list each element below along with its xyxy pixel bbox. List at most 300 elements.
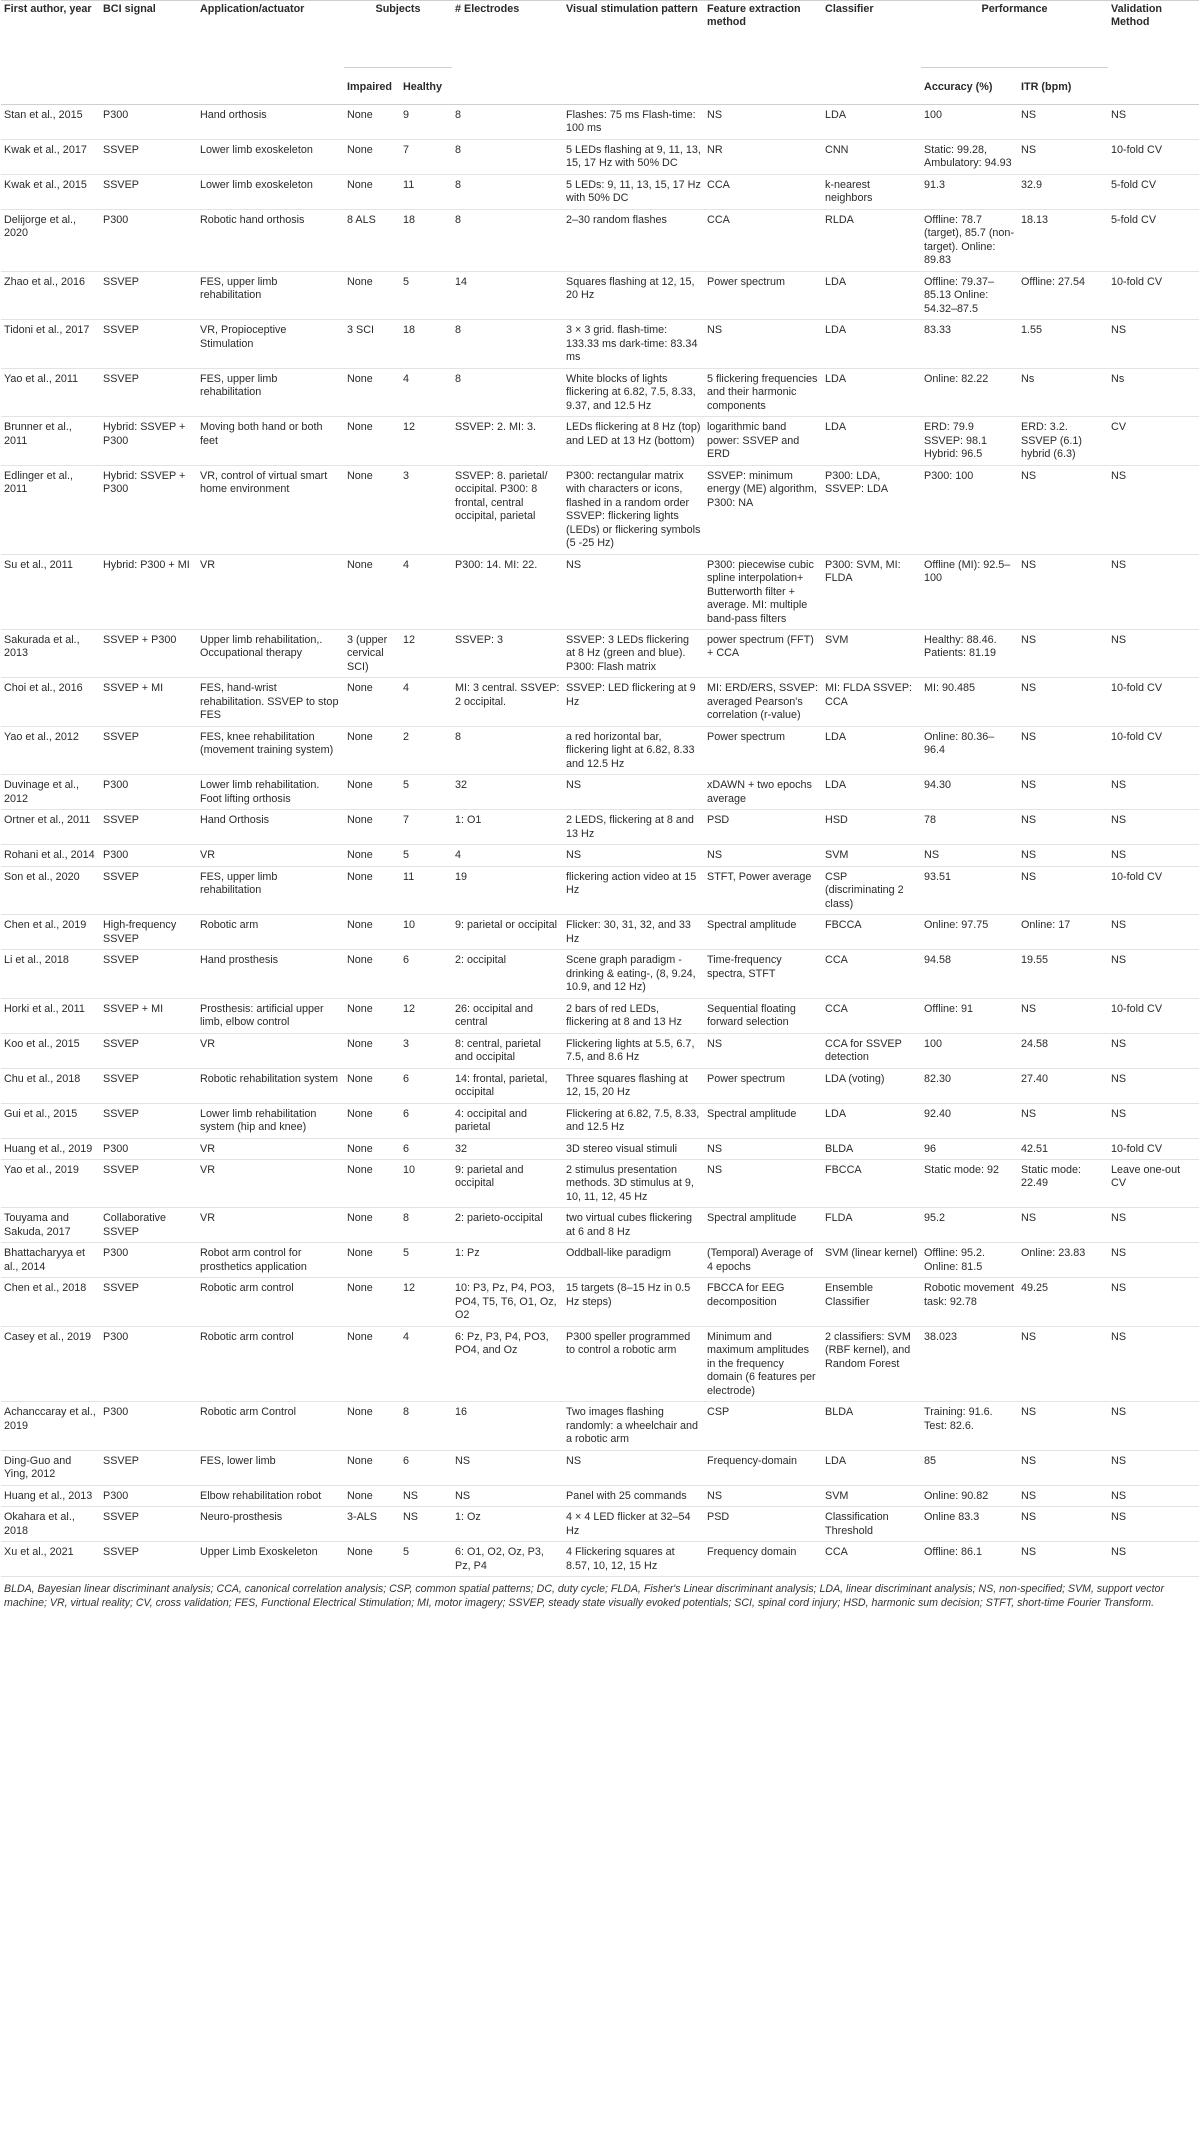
healthy-cell: 10 bbox=[403, 1164, 416, 1176]
bci-signal-cell: P300 bbox=[103, 849, 129, 862]
bci-signal-cell: SSVEP bbox=[103, 372, 140, 385]
classifier-cell: FBCCA bbox=[825, 919, 862, 932]
accuracy-cell: 38.023 bbox=[924, 1330, 958, 1343]
itr-cell: NS bbox=[1021, 558, 1037, 571]
healthy-cell: 4 bbox=[403, 558, 410, 571]
stimulation-cell: Scene graph paradigm -drinking & eating-, (8, 9.24, 10.9, and 12 Hz) bbox=[566, 954, 696, 994]
validation-cell: NS bbox=[1111, 109, 1127, 121]
validation-cell: 10-fold CV bbox=[1111, 143, 1163, 156]
validation-cell: NS bbox=[1111, 1107, 1127, 1120]
application-cell: Lower limb rehabilitation system (hip and knee) bbox=[200, 1107, 317, 1134]
header-impaired: Impaired bbox=[344, 68, 400, 105]
impaired-cell: None bbox=[347, 143, 373, 156]
stimulation-cell: LEDs flickering at 8 Hz (top) and LED at 13 Hz (bottom) bbox=[566, 421, 701, 447]
bci-signal-cell: Collaborative SSVEP bbox=[103, 1212, 167, 1238]
stimulation-cell: 2–30 random flashes bbox=[566, 213, 667, 226]
itr-cell: 32.9 bbox=[1021, 178, 1043, 191]
bci-studies-table bbox=[1, 0, 1199, 1577]
healthy-cell: 3 bbox=[403, 1037, 410, 1050]
itr-cell: NS bbox=[1021, 779, 1037, 792]
application-cell: Robot arm control for prosthetics application bbox=[200, 1247, 307, 1273]
itr-cell: NS bbox=[1021, 1489, 1037, 1502]
accuracy-cell: Online: 80.36–96.4 bbox=[924, 730, 995, 757]
author-cell: Horki et al., 2011 bbox=[4, 1002, 85, 1015]
stimulation-cell: flickering action video at 15 Hz bbox=[566, 870, 697, 897]
classifier-cell: Classification Threshold bbox=[825, 1511, 889, 1537]
classifier-cell: SVM (linear kernel) bbox=[825, 1247, 918, 1260]
bci-signal-cell: SSVEP bbox=[103, 870, 140, 883]
stimulation-cell: Squares flashing at 12, 15, 20 Hz bbox=[566, 275, 695, 302]
application-cell: Neuro-prosthesis bbox=[200, 1511, 283, 1524]
bci-signal-cell: P300 bbox=[103, 1142, 129, 1155]
electrodes-cell: 2: occipital bbox=[455, 954, 507, 967]
author-cell: Casey et al., 2019 bbox=[4, 1330, 92, 1343]
accuracy-cell: ERD: 79.9 SSVEP: 98.1 Hybrid: 96.5 bbox=[924, 421, 988, 461]
bci-signal-cell: SSVEP bbox=[103, 730, 140, 743]
bci-signal-cell: SSVEP bbox=[103, 143, 140, 156]
table-row bbox=[1, 320, 1199, 368]
table-row bbox=[1, 1278, 1199, 1326]
electrodes-cell: 8 bbox=[455, 324, 462, 337]
table-row bbox=[1, 810, 1199, 845]
bci-signal-cell: SSVEP bbox=[103, 275, 140, 288]
impaired-cell: None bbox=[347, 1247, 373, 1260]
itr-cell: NS bbox=[1021, 849, 1037, 862]
accuracy-cell: Offline (MI): 92.5–100 bbox=[924, 558, 1011, 585]
bci-signal-cell: SSVEP + MI bbox=[103, 1002, 164, 1015]
bci-signal-cell: P300 bbox=[103, 1247, 129, 1260]
author-cell: Touyama and Sakuda, 2017 bbox=[4, 1212, 71, 1238]
validation-cell: NS bbox=[1111, 1037, 1127, 1050]
bci-signal-cell: SSVEP bbox=[103, 1107, 140, 1120]
author-cell: Chen et al., 2018 bbox=[4, 1282, 87, 1295]
stimulation-cell: 2 LEDS, flickering at 8 and 13 Hz bbox=[566, 814, 694, 840]
application-cell: VR, control of virtual smart home environment bbox=[200, 469, 328, 496]
author-cell: Bhattacharyya et al., 2014 bbox=[4, 1247, 86, 1273]
table-row bbox=[1, 209, 1199, 271]
electrodes-cell: 10: P3, Pz, P4, PO3, PO4, T5, T6, O1, Oz, O2 bbox=[455, 1282, 557, 1322]
application-cell: Robotic rehabilitation system bbox=[200, 1072, 339, 1085]
electrodes-cell: 1: Oz bbox=[455, 1511, 481, 1524]
bci-signal-cell: Hybrid: SSVEP + P300 bbox=[103, 421, 186, 447]
classifier-cell: HSD bbox=[825, 814, 848, 827]
feature-extraction-cell: CSP bbox=[707, 1406, 730, 1419]
author-cell: Edlinger et al., 2011 bbox=[4, 469, 74, 496]
feature-extraction-cell: Power spectrum bbox=[707, 275, 786, 288]
feature-extraction-cell: Spectral amplitude bbox=[707, 1107, 797, 1120]
author-cell: Chen et al., 2019 bbox=[4, 919, 87, 932]
accuracy-cell: 94.58 bbox=[924, 954, 952, 967]
application-cell: Robotic arm Control bbox=[200, 1406, 297, 1419]
healthy-cell: 12 bbox=[403, 421, 416, 434]
author-cell: Huang et al., 2019 bbox=[4, 1142, 93, 1155]
classifier-cell: RLDA bbox=[825, 213, 854, 226]
feature-extraction-cell: FBCCA for EEG decomposition bbox=[707, 1282, 785, 1308]
accuracy-cell: 78 bbox=[924, 814, 937, 827]
header-author: First author, year bbox=[1, 1, 100, 105]
stimulation-cell: Panel with 25 commands bbox=[566, 1489, 687, 1502]
table-row bbox=[1, 1103, 1199, 1138]
electrodes-cell: 14 bbox=[455, 275, 468, 288]
application-cell: FES, lower limb bbox=[200, 1454, 276, 1467]
validation-cell: NS bbox=[1111, 814, 1127, 827]
table-body bbox=[1, 105, 1199, 1577]
stimulation-cell: 5 LEDs flashing at 9, 11, 13, 15, 17 Hz with 50% DC bbox=[566, 143, 701, 170]
application-cell: Robotic arm control bbox=[200, 1330, 294, 1343]
application-cell: Lower limb exoskeleton bbox=[200, 178, 313, 191]
classifier-cell: BLDA bbox=[825, 1406, 854, 1419]
electrodes-cell: 9: parietal or occipital bbox=[455, 919, 558, 932]
accuracy-cell: Online: 82.22 bbox=[924, 372, 989, 385]
author-cell: Gui et al., 2015 bbox=[4, 1107, 78, 1120]
header-accuracy: Accuracy (%) bbox=[921, 68, 1018, 105]
validation-cell: NS bbox=[1111, 1454, 1127, 1467]
feature-extraction-cell: NS bbox=[707, 324, 723, 337]
validation-cell: CV bbox=[1111, 421, 1127, 434]
bci-signal-cell: SSVEP bbox=[103, 1454, 140, 1467]
itr-cell: NS bbox=[1021, 633, 1037, 646]
feature-extraction-cell: PSD bbox=[707, 1511, 730, 1524]
accuracy-cell: 95.2 bbox=[924, 1212, 946, 1225]
application-cell: VR bbox=[200, 849, 215, 862]
feature-extraction-cell: Spectral amplitude bbox=[707, 1212, 797, 1225]
author-cell: Sakurada et al., 2013 bbox=[4, 633, 80, 660]
bci-signal-cell: P300 bbox=[103, 779, 129, 792]
table-row bbox=[1, 465, 1199, 554]
electrodes-cell: 4 bbox=[455, 849, 462, 862]
itr-cell: 19.55 bbox=[1021, 954, 1049, 967]
table-row bbox=[1, 678, 1199, 726]
stimulation-cell: 3D stereo visual stimuli bbox=[566, 1142, 678, 1155]
table-row bbox=[1, 139, 1199, 174]
author-cell: Yao et al., 2012 bbox=[4, 730, 79, 743]
electrodes-cell: 26: occipital and central bbox=[455, 1002, 534, 1029]
stimulation-cell: 4 Flickering squares at 8.57, 10, 12, 15 Hz bbox=[566, 1546, 675, 1572]
feature-extraction-cell: NS bbox=[707, 1489, 723, 1502]
electrodes-cell: SSVEP: 3 bbox=[455, 633, 504, 646]
itr-cell: 42.51 bbox=[1021, 1142, 1049, 1155]
accuracy-cell: Online: 90.82 bbox=[924, 1489, 989, 1502]
validation-cell: 10-fold CV bbox=[1111, 682, 1163, 695]
accuracy-cell: 93.51 bbox=[924, 870, 952, 883]
stimulation-cell: Three squares flashing at 12, 15, 20 Hz bbox=[566, 1072, 688, 1099]
application-cell: VR bbox=[200, 1142, 215, 1155]
feature-extraction-cell: Sequential floating forward selection bbox=[707, 1002, 796, 1029]
application-cell: Robotic arm bbox=[200, 919, 259, 932]
impaired-cell: None bbox=[347, 779, 373, 792]
validation-cell: 5-fold CV bbox=[1111, 213, 1157, 226]
electrodes-cell: 8 bbox=[455, 730, 462, 743]
footnote-text: BLDA, Bayesian linear discriminant analysis; CCA, canonical correlation analysis; CSP, common spatial patterns; DC, duty cycle; FLDA, Fisher's Linear discriminant analysis; LDA, linear discriminant analysis; NS, non-specified; SVM, support vector machine; VR, virtual reality; CV, cross validation; FES, Functional Electrical Stimulation; MI, motor imagery; SSVEP, steady state visually evoked potentials; SCI, spinal cord injury; HSD, harmonic sum decision; STFT, short-time Fourier Transform. bbox=[4, 1583, 1164, 1609]
bci-signal-cell: P300 bbox=[103, 1330, 129, 1343]
impaired-cell: None bbox=[347, 682, 373, 695]
healthy-cell: 8 bbox=[403, 1406, 410, 1419]
author-cell: Yao et al., 2019 bbox=[4, 1164, 79, 1176]
feature-extraction-cell: Time-frequency spectra, STFT bbox=[707, 954, 782, 980]
validation-cell: NS bbox=[1111, 779, 1127, 792]
application-cell: VR bbox=[200, 558, 215, 571]
application-cell: VR bbox=[200, 1212, 215, 1225]
validation-cell: 10-fold CV bbox=[1111, 1142, 1163, 1155]
table-row bbox=[1, 1542, 1199, 1577]
application-cell: VR bbox=[200, 1037, 215, 1050]
feature-extraction-cell: NS bbox=[707, 1164, 723, 1176]
electrodes-cell: 8 bbox=[455, 109, 462, 121]
electrodes-cell: 9: parietal and occipital bbox=[455, 1164, 524, 1190]
table-row bbox=[1, 1485, 1199, 1506]
application-cell: FES, hand-wrist rehabilitation. SSVEP to stop FES bbox=[200, 682, 339, 722]
healthy-cell: 6 bbox=[403, 1142, 410, 1155]
healthy-cell: 5 bbox=[403, 275, 410, 288]
bci-signal-cell: SSVEP bbox=[103, 814, 140, 827]
bci-signal-cell: SSVEP + MI bbox=[103, 682, 164, 695]
validation-cell: 10-fold CV bbox=[1111, 1002, 1163, 1015]
stimulation-cell: SSVEP: 3 LEDs flickering at 8 Hz (green and blue). P300: Flash matrix bbox=[566, 633, 690, 673]
author-cell: Huang et al., 2013 bbox=[4, 1489, 93, 1502]
feature-extraction-cell: xDAWN + two epochs average bbox=[707, 779, 812, 805]
application-cell: Prosthesis: artificial upper limb, elbow control bbox=[200, 1002, 324, 1029]
classifier-cell: CNN bbox=[825, 143, 849, 156]
header-performance: Performance bbox=[921, 1, 1108, 68]
classifier-cell: CCA bbox=[825, 1546, 848, 1559]
header-stimulation: Visual stimulation pattern bbox=[563, 1, 704, 105]
table-header bbox=[1, 1, 1199, 105]
accuracy-cell: Offline: 86.1 bbox=[924, 1546, 983, 1559]
classifier-cell: LDA (voting) bbox=[825, 1072, 885, 1085]
bci-signal-cell: SSVEP bbox=[103, 1511, 140, 1524]
bci-signal-cell: SSVEP bbox=[103, 1546, 140, 1559]
feature-extraction-cell: P300: piecewise cubic spline interpolation+ Butterworth filter + average. MI: multiple band-pass filters bbox=[707, 558, 814, 625]
impaired-cell: None bbox=[347, 1489, 373, 1502]
accuracy-cell: 91.3 bbox=[924, 178, 946, 191]
accuracy-cell: Offline: 79.37–85.13 Online: 54.32–87.5 bbox=[924, 275, 995, 315]
stimulation-cell: 5 LEDs: 9, 11, 13, 15, 17 Hz with 50% DC bbox=[566, 178, 701, 205]
validation-cell: NS bbox=[1111, 558, 1127, 571]
electrodes-cell: 32 bbox=[455, 779, 468, 792]
itr-cell: Ns bbox=[1021, 372, 1035, 385]
validation-cell: NS bbox=[1111, 1212, 1127, 1225]
bci-signal-cell: P300 bbox=[103, 1489, 129, 1502]
feature-extraction-cell: MI: ERD/ERS, SSVEP: averaged Pearson's correlation (r-value) bbox=[707, 682, 819, 722]
application-cell: VR, Propioceptive Stimulation bbox=[200, 324, 287, 350]
stimulation-cell: NS bbox=[566, 1454, 582, 1467]
bci-signal-cell: SSVEP bbox=[103, 1072, 140, 1085]
table-row bbox=[1, 105, 1199, 140]
itr-cell: NS bbox=[1021, 469, 1037, 482]
classifier-cell: CCA bbox=[825, 1002, 848, 1015]
author-cell: Duvinage et al., 2012 bbox=[4, 779, 80, 805]
table-row bbox=[1, 1138, 1199, 1159]
feature-extraction-cell: 5 flickering frequencies and their harmonic components bbox=[707, 372, 818, 412]
validation-cell: 10-fold CV bbox=[1111, 275, 1163, 288]
electrodes-cell: 8 bbox=[455, 178, 462, 191]
classifier-cell: MI: FLDA SSVEP: CCA bbox=[825, 682, 913, 708]
accuracy-cell: Training: 91.6. Test: 82.6. bbox=[924, 1406, 993, 1432]
electrodes-cell: 8 bbox=[455, 372, 462, 385]
author-cell: Tidoni et al., 2017 bbox=[4, 324, 90, 337]
application-cell: FES, upper limb rehabilitation bbox=[200, 870, 278, 897]
table-row bbox=[1, 174, 1199, 209]
accuracy-cell: 83.33 bbox=[924, 324, 952, 337]
stimulation-cell: Two images flashing randomly: a wheelchair and a robotic arm bbox=[566, 1406, 699, 1446]
impaired-cell: None bbox=[347, 1164, 373, 1176]
impaired-cell: 3-ALS bbox=[347, 1511, 378, 1524]
healthy-cell: 5 bbox=[403, 1546, 410, 1559]
table-row bbox=[1, 1243, 1199, 1278]
accuracy-cell: 100 bbox=[924, 1037, 943, 1050]
accuracy-cell: P300: 100 bbox=[924, 469, 974, 482]
itr-cell: ERD: 3.2. SSVEP (6.1) hybrid (6.3) bbox=[1021, 421, 1083, 461]
accuracy-cell: 94.30 bbox=[924, 779, 952, 792]
application-cell: Hand Orthosis bbox=[200, 814, 270, 827]
classifier-cell: LDA bbox=[825, 1454, 847, 1467]
electrodes-cell: 8 bbox=[455, 213, 462, 226]
feature-extraction-cell: NR bbox=[707, 143, 723, 156]
healthy-cell: 3 bbox=[403, 469, 410, 482]
bci-signal-cell: SSVEP bbox=[103, 1037, 140, 1050]
itr-cell: NS bbox=[1021, 143, 1037, 156]
accuracy-cell: 100 bbox=[924, 109, 943, 121]
validation-cell: NS bbox=[1111, 919, 1127, 932]
healthy-cell: 8 bbox=[403, 1212, 410, 1225]
healthy-cell: 6 bbox=[403, 1072, 410, 1085]
healthy-cell: 10 bbox=[403, 919, 416, 932]
healthy-cell: 4 bbox=[403, 682, 410, 695]
stimulation-cell: P300 speller programmed to control a robotic arm bbox=[566, 1330, 691, 1357]
table-row bbox=[1, 775, 1199, 810]
accuracy-cell: Static mode: 92 bbox=[924, 1164, 1000, 1176]
application-cell: FES, upper limb rehabilitation bbox=[200, 372, 278, 399]
stimulation-cell: Flashes: 75 ms Flash-time: 100 ms bbox=[566, 109, 696, 135]
impaired-cell: None bbox=[347, 1037, 373, 1050]
author-cell: Ding-Guo and Ying, 2012 bbox=[4, 1454, 72, 1481]
healthy-cell: 12 bbox=[403, 1282, 416, 1295]
bci-signal-cell: P300 bbox=[103, 1406, 129, 1419]
accuracy-cell: NS bbox=[924, 849, 940, 862]
impaired-cell: None bbox=[347, 1002, 373, 1015]
validation-cell: NS bbox=[1111, 1406, 1127, 1419]
impaired-cell: None bbox=[347, 372, 373, 385]
classifier-cell: LDA bbox=[825, 324, 847, 337]
feature-extraction-cell: logarithmic band power: SSVEP and ERD bbox=[707, 421, 800, 461]
table-row bbox=[1, 1160, 1199, 1208]
electrodes-cell: MI: 3 central. SSVEP: 2 occipital. bbox=[455, 682, 560, 708]
itr-cell: NS bbox=[1021, 1546, 1037, 1559]
table-row bbox=[1, 1068, 1199, 1103]
application-cell: Robotic arm control bbox=[200, 1282, 294, 1295]
stimulation-cell: Flicker: 30, 31, 32, and 33 Hz bbox=[566, 919, 691, 945]
classifier-cell: LDA bbox=[825, 779, 847, 792]
classifier-cell: CCA bbox=[825, 954, 848, 967]
author-cell: Stan et al., 2015 bbox=[4, 109, 83, 121]
classifier-cell: LDA bbox=[825, 275, 847, 288]
validation-cell: NS bbox=[1111, 1330, 1127, 1343]
itr-cell: 27.40 bbox=[1021, 1072, 1049, 1085]
healthy-cell: 11 bbox=[403, 178, 415, 191]
header-validation: Validation Method bbox=[1108, 1, 1199, 105]
stimulation-cell: Flickering at 6.82, 7.5, 8.33, and 12.5 Hz bbox=[566, 1107, 700, 1134]
impaired-cell: None bbox=[347, 1142, 373, 1155]
feature-extraction-cell: NS bbox=[707, 1142, 723, 1155]
accuracy-cell: Online: 97.75 bbox=[924, 919, 989, 932]
impaired-cell: None bbox=[347, 1072, 373, 1085]
impaired-cell: 3 (upper cervical SCI) bbox=[347, 633, 388, 673]
itr-cell: NS bbox=[1021, 730, 1037, 743]
electrodes-cell: 14: frontal, parietal, occipital bbox=[455, 1072, 548, 1099]
classifier-cell: CCA for SSVEP detection bbox=[825, 1037, 902, 1064]
author-cell: Chu et al., 2018 bbox=[4, 1072, 81, 1085]
healthy-cell: 9 bbox=[403, 109, 410, 121]
electrodes-cell: 2: parieto-occipital bbox=[455, 1212, 543, 1225]
author-cell: Brunner et al., 2011 bbox=[4, 421, 72, 447]
bci-signal-cell: High-frequency SSVEP bbox=[103, 919, 177, 945]
healthy-cell: 6 bbox=[403, 1107, 410, 1120]
validation-cell: NS bbox=[1111, 1546, 1127, 1559]
author-cell: Rohani et al., 2014 bbox=[4, 849, 95, 862]
header-electrodes: # Electrodes bbox=[452, 1, 563, 105]
classifier-cell: FBCCA bbox=[825, 1164, 862, 1176]
stimulation-cell: 3 × 3 grid. flash-time: 133.33 ms dark-time: 83.34 ms bbox=[566, 324, 698, 364]
itr-cell: Online: 17 bbox=[1021, 919, 1071, 932]
bci-signal-cell: SSVEP + P300 bbox=[103, 633, 177, 646]
electrodes-cell: 19 bbox=[455, 870, 468, 883]
itr-cell: NS bbox=[1021, 1511, 1037, 1524]
impaired-cell: None bbox=[347, 1546, 373, 1559]
table-row bbox=[1, 1450, 1199, 1485]
application-cell: FES, upper limb rehabilitation bbox=[200, 275, 278, 302]
classifier-cell: BLDA bbox=[825, 1142, 854, 1155]
electrodes-cell: NS bbox=[455, 1454, 471, 1467]
impaired-cell: 8 ALS bbox=[347, 213, 376, 226]
bci-signal-cell: P300 bbox=[103, 109, 129, 121]
itr-cell: 18.13 bbox=[1021, 213, 1049, 226]
application-cell: Upper limb rehabilitation,. Occupational therapy bbox=[200, 633, 323, 660]
itr-cell: 49.25 bbox=[1021, 1282, 1049, 1295]
accuracy-cell: 96 bbox=[924, 1142, 937, 1155]
application-cell: FES, knee rehabilitation (movement training system) bbox=[200, 730, 334, 757]
impaired-cell: None bbox=[347, 814, 373, 827]
stimulation-cell: SSVEP: LED flickering at 9 Hz bbox=[566, 682, 696, 708]
itr-cell: NS bbox=[1021, 1212, 1037, 1225]
impaired-cell: None bbox=[347, 1454, 373, 1467]
table-footnote bbox=[1, 1577, 1199, 1611]
validation-cell: NS bbox=[1111, 1247, 1127, 1260]
accuracy-cell: Robotic movement task: 92.78 bbox=[924, 1282, 1015, 1308]
bci-signal-cell: SSVEP bbox=[103, 324, 140, 337]
healthy-cell: 11 bbox=[403, 870, 415, 883]
stimulation-cell: NS bbox=[566, 779, 582, 792]
impaired-cell: None bbox=[347, 870, 373, 883]
electrodes-cell: P300: 14. MI: 22. bbox=[455, 558, 538, 571]
classifier-cell: LDA bbox=[825, 730, 847, 743]
bci-signal-cell: SSVEP bbox=[103, 954, 140, 967]
healthy-cell: 4 bbox=[403, 372, 410, 385]
classifier-cell: FLDA bbox=[825, 1212, 853, 1225]
header-application: Application/actuator bbox=[197, 1, 344, 105]
header-healthy: Healthy bbox=[400, 68, 452, 105]
accuracy-cell: Static: 99.28, Ambulatory: 94.93 bbox=[924, 143, 1012, 170]
table-row bbox=[1, 998, 1199, 1033]
electrodes-cell: 16 bbox=[455, 1406, 468, 1419]
header-itr: ITR (bpm) bbox=[1018, 68, 1108, 105]
classifier-cell: LDA bbox=[825, 1107, 847, 1120]
stimulation-cell: two virtual cubes flickering at 6 and 8 Hz bbox=[566, 1212, 693, 1238]
feature-extraction-cell: power spectrum (FFT) + CCA bbox=[707, 633, 814, 660]
electrodes-cell: 1: O1 bbox=[455, 814, 482, 827]
itr-cell: Static mode: 22.49 bbox=[1021, 1164, 1082, 1190]
author-cell: Koo et al., 2015 bbox=[4, 1037, 80, 1050]
application-cell: Moving both hand or both feet bbox=[200, 421, 323, 447]
